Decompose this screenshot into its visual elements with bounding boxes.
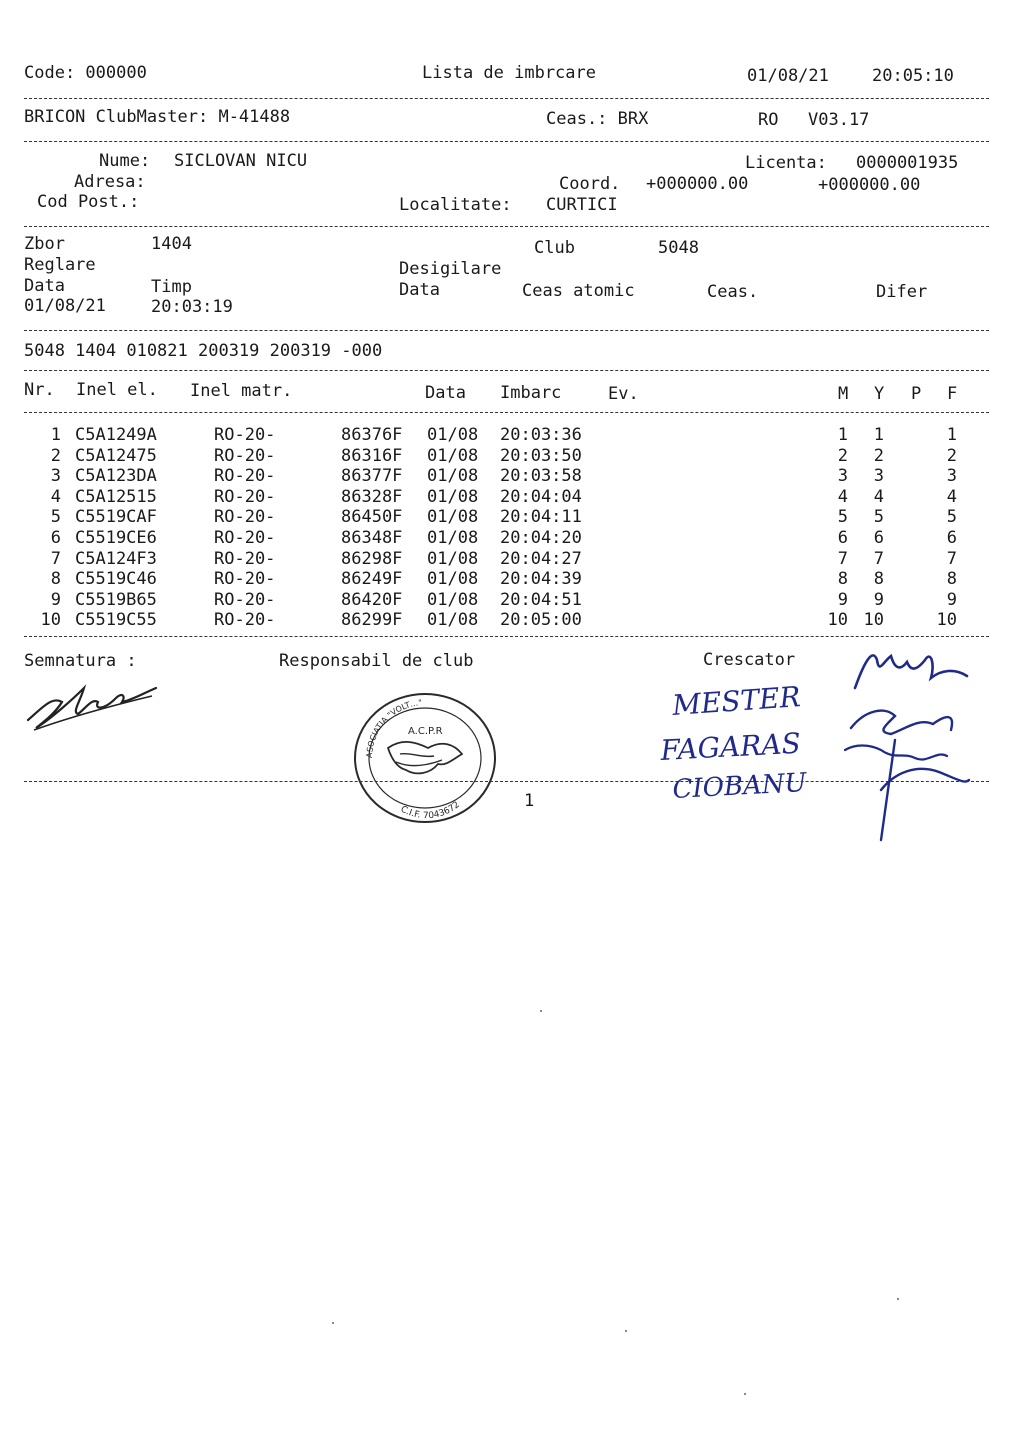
cell-imbarc: 20:04:04 — [500, 487, 582, 507]
cell-inel-el: C5A123DA — [75, 466, 157, 486]
cell-m: 2 — [837, 446, 848, 466]
cell-ring-prefix: RO-20- — [214, 549, 276, 569]
divider — [24, 226, 989, 227]
col-m-header: M — [838, 384, 849, 404]
cell-imbarc: 20:05:00 — [500, 610, 582, 630]
divider — [24, 412, 989, 413]
code-line: 5048 1404 010821 200319 200319 -000 — [24, 341, 383, 361]
svg-text:ASOCIATIA "VOLT…": ASOCIATIA "VOLT…" — [364, 698, 423, 759]
cell-ring-prefix: RO-20- — [214, 528, 276, 548]
cell-inel-matr: 86376F — [341, 425, 403, 445]
cell-ring-prefix: RO-20- — [214, 446, 276, 466]
cell-inel-matr: 86298F — [341, 549, 403, 569]
code-label: Code: 000000 — [24, 63, 147, 83]
semnatura-signature — [22, 668, 162, 738]
handwritten-annotation — [655, 640, 985, 855]
cell-nr: 6 — [50, 528, 61, 548]
cell-inel-el: C5519CAF — [75, 507, 157, 527]
club-label: Club — [534, 238, 575, 258]
divider — [24, 370, 989, 371]
cell-inel-el: C5A12515 — [75, 487, 157, 507]
desigilare-data-label: Data — [399, 280, 440, 300]
cell-inel-matr: 86328F — [341, 487, 403, 507]
coord-label: Coord. — [559, 174, 621, 194]
cell-data: 01/08 — [427, 466, 479, 486]
cell-inel-el: C5A1249A — [75, 425, 157, 445]
cell-y: 4 — [873, 487, 884, 507]
svg-text:FAGARAS: FAGARAS — [659, 726, 802, 767]
cell-f: 9 — [946, 590, 957, 610]
desigilare-label: Desigilare — [399, 259, 502, 279]
cell-y: 2 — [873, 446, 884, 466]
cell-data: 01/08 — [427, 610, 479, 630]
cell-nr: 2 — [50, 446, 61, 466]
reglare-timp: 20:03:19 — [151, 297, 233, 317]
cell-nr: 3 — [50, 466, 61, 486]
svg-text:MESTER: MESTER — [671, 680, 802, 722]
cell-f: 1 — [946, 425, 957, 445]
cell-data: 01/08 — [427, 446, 479, 466]
cell-inel-el: C5519C55 — [75, 610, 157, 630]
divider — [24, 141, 989, 142]
cell-f: 5 — [946, 507, 957, 527]
scan-speck — [625, 1330, 627, 1332]
cell-inel-matr: 86450F — [341, 507, 403, 527]
cell-inel-matr: 86249F — [341, 569, 403, 589]
col-p-header: P — [911, 384, 922, 404]
cell-m: 9 — [837, 590, 848, 610]
page-number: 1 — [524, 791, 535, 811]
svg-text:CIOBANU: CIOBANU — [671, 768, 808, 805]
header-time: 20:05:10 — [872, 66, 954, 86]
semnatura-label: Semnatura : — [24, 651, 137, 671]
cell-f: 2 — [946, 446, 957, 466]
cell-imbarc: 20:03:36 — [500, 425, 582, 445]
nume-label: Nume: — [99, 151, 151, 171]
divider — [24, 636, 989, 637]
cell-m: 4 — [837, 487, 848, 507]
cell-y: 9 — [873, 590, 884, 610]
cell-f: 4 — [946, 487, 957, 507]
cell-nr: 9 — [50, 590, 61, 610]
cell-nr: 1 — [50, 425, 61, 445]
version-label: V03.17 — [808, 110, 870, 130]
cell-nr: 4 — [50, 487, 61, 507]
cell-m: 10 — [827, 610, 848, 630]
cell-m: 6 — [837, 528, 848, 548]
cell-data: 01/08 — [427, 569, 479, 589]
svg-text:A.C.P.R: A.C.P.R — [408, 726, 443, 737]
cell-nr: 5 — [50, 507, 61, 527]
zbor-label: Zbor — [24, 234, 65, 254]
col-imbarc-header: Imbarc — [500, 383, 562, 403]
header-date: 01/08/21 — [747, 66, 829, 86]
ceas-col-label: Ceas. — [707, 282, 759, 302]
cell-inel-el: C5519B65 — [75, 590, 157, 610]
owner-name: SICLOVAN NICU — [174, 151, 308, 171]
cell-m: 1 — [837, 425, 848, 445]
cell-inel-el: C5519CE6 — [75, 528, 157, 548]
svg-text:C.I.F. 7043672: C.I.F. 7043672 — [398, 799, 462, 822]
cell-imbarc: 20:04:39 — [500, 569, 582, 589]
reglare-data: 01/08/21 — [24, 296, 106, 316]
cell-imbarc: 20:03:58 — [500, 466, 582, 486]
cell-f: 8 — [946, 569, 957, 589]
col-ev-header: Ev. — [608, 384, 639, 404]
scan-speck — [897, 1298, 899, 1300]
col-f-header: F — [947, 384, 958, 404]
cell-nr: 8 — [50, 569, 61, 589]
ceas-label: Ceas.: BRX — [546, 109, 649, 129]
cell-imbarc: 20:04:20 — [500, 528, 582, 548]
scan-speck — [540, 1010, 542, 1012]
col-inel-matr-header: Inel matr. — [190, 381, 293, 401]
ceas-atomic-label: Ceas atomic — [522, 281, 635, 301]
reglare-label: Reglare — [24, 255, 96, 275]
clubmaster-label: BRICON ClubMaster: M-41488 — [24, 107, 291, 127]
cell-imbarc: 20:04:27 — [500, 549, 582, 569]
club-value: 5048 — [658, 238, 699, 258]
cell-inel-matr: 86316F — [341, 446, 403, 466]
divider — [24, 98, 989, 99]
country-code: RO — [758, 110, 779, 130]
col-inel-el-header: Inel el. — [76, 380, 158, 400]
cell-f: 7 — [946, 549, 957, 569]
cell-inel-matr: 86348F — [341, 528, 403, 548]
cell-data: 01/08 — [427, 590, 479, 610]
cell-data: 01/08 — [427, 487, 479, 507]
coord-y: +000000.00 — [818, 175, 921, 195]
col-y-header: Y — [874, 384, 885, 404]
cell-imbarc: 20:04:51 — [500, 590, 582, 610]
cell-data: 01/08 — [427, 528, 479, 548]
licenta-label: Licenta: — [745, 153, 827, 173]
licenta-value: 0000001935 — [856, 153, 959, 173]
coord-x: +000000.00 — [646, 174, 749, 194]
cell-y: 7 — [873, 549, 884, 569]
localitate-label: Localitate: — [399, 195, 512, 215]
cell-y: 5 — [873, 507, 884, 527]
cell-m: 3 — [837, 466, 848, 486]
cell-f: 6 — [946, 528, 957, 548]
cell-nr: 10 — [40, 610, 61, 630]
divider — [24, 781, 989, 782]
responsabil-label: Responsabil de club — [279, 651, 474, 671]
cell-inel-matr: 86420F — [341, 590, 403, 610]
cell-m: 7 — [837, 549, 848, 569]
data-label: Data — [24, 276, 65, 296]
cell-inel-el: C5A12475 — [75, 446, 157, 466]
difer-label: Difer — [876, 282, 928, 302]
cod-post-label: Cod Post.: — [37, 192, 140, 212]
col-nr-header: Nr. — [24, 380, 55, 400]
adresa-label: Adresa: — [74, 172, 146, 192]
divider — [24, 330, 989, 331]
cell-y: 6 — [873, 528, 884, 548]
cell-ring-prefix: RO-20- — [214, 507, 276, 527]
timp-label: Timp — [151, 277, 192, 297]
cell-y: 1 — [873, 425, 884, 445]
scan-speck — [744, 1393, 746, 1395]
cell-ring-prefix: RO-20- — [214, 466, 276, 486]
cell-inel-el: C5519C46 — [75, 569, 157, 589]
crescator-label: Crescator — [703, 650, 796, 670]
cell-f: 3 — [946, 466, 957, 486]
cell-nr: 7 — [50, 549, 61, 569]
cell-inel-matr: 86299F — [341, 610, 403, 630]
cell-ring-prefix: RO-20- — [214, 425, 276, 445]
cell-m: 5 — [837, 507, 848, 527]
col-data-header: Data — [425, 383, 466, 403]
cell-y: 10 — [863, 610, 884, 630]
cell-imbarc: 20:03:50 — [500, 446, 582, 466]
cell-data: 01/08 — [427, 425, 479, 445]
cell-m: 8 — [837, 569, 848, 589]
cell-y: 3 — [873, 466, 884, 486]
cell-y: 8 — [873, 569, 884, 589]
cell-data: 01/08 — [427, 549, 479, 569]
cell-inel-matr: 86377F — [341, 466, 403, 486]
localitate-value: CURTICI — [546, 195, 618, 215]
zbor-value: 1404 — [151, 234, 192, 254]
document-title: Lista de imbrcare — [422, 63, 596, 83]
cell-ring-prefix: RO-20- — [214, 590, 276, 610]
cell-data: 01/08 — [427, 507, 479, 527]
club-stamp — [350, 688, 500, 828]
cell-ring-prefix: RO-20- — [214, 569, 276, 589]
cell-f: 10 — [936, 610, 957, 630]
cell-imbarc: 20:04:11 — [500, 507, 582, 527]
cell-ring-prefix: RO-20- — [214, 610, 276, 630]
cell-inel-el: C5A124F3 — [75, 549, 157, 569]
cell-ring-prefix: RO-20- — [214, 487, 276, 507]
scan-speck — [332, 1322, 334, 1324]
